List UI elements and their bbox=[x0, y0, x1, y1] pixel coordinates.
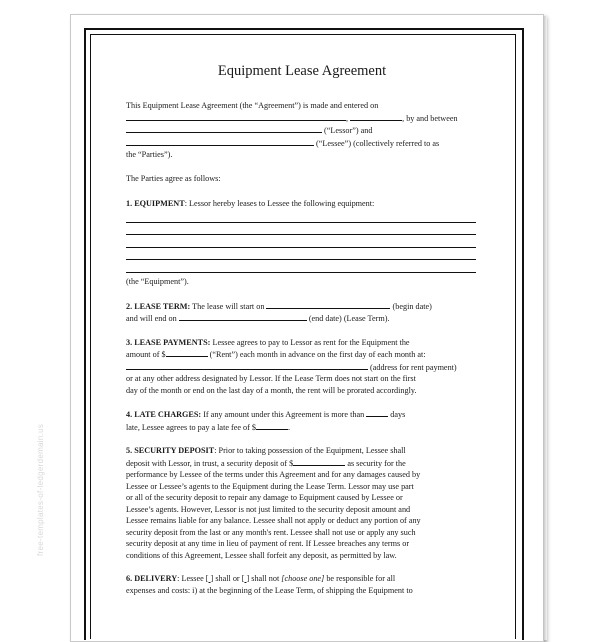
section-2-lease-term: 2. LEASE TERM: The lease will start on (begin date) bbox=[126, 301, 432, 311]
equipment-line-4[interactable] bbox=[126, 251, 476, 260]
section-1-equipment: 1. EQUIPMENT: Lessor hereby leases to Lessee the following equipment: bbox=[126, 199, 375, 208]
date-blank-1[interactable] bbox=[126, 112, 346, 121]
equipment-line-5[interactable] bbox=[126, 264, 476, 273]
section-5-line-4: Lessee or Lessee’s agents to the Equipment during the Lease Term. Lessor may use part bbox=[126, 481, 414, 491]
equipment-line-3[interactable] bbox=[126, 239, 476, 248]
date-blank-2[interactable] bbox=[350, 112, 402, 121]
equipment-line-1[interactable] bbox=[126, 214, 476, 223]
section-4-late-charges: 4. LATE CHARGES: If any amount under this Agreement is more than days bbox=[126, 410, 406, 419]
lessee-name-blank[interactable] bbox=[126, 137, 314, 146]
agree-line: The Parties agree as follows: bbox=[126, 173, 221, 183]
section-6-delivery: 6. DELIVERY: Lessee [ ] shall or [ ] shall not [choose one] be responsible for all bbox=[126, 574, 396, 583]
intro-lessor-line: (“Lessor”) and bbox=[126, 124, 478, 137]
document-body bbox=[126, 38, 478, 596]
section-3-line-5: day of the month or end on the last day of a month, the rent will be prorated accordingly. bbox=[126, 385, 417, 395]
deposit-amount-blank[interactable] bbox=[293, 457, 345, 466]
section-5-line-10: conditions of this Agreement, Lessee shall forfeit any deposit, as permitted by law. bbox=[126, 550, 397, 560]
section-3-line-3: (address for rent payment) bbox=[126, 361, 478, 374]
section-5-line-9: security deposit at any time in lieu of payment of rent. If Lessee breaches any terms or bbox=[126, 539, 410, 548]
rent-amount-blank[interactable] bbox=[166, 348, 208, 357]
section-5-line-5: or all of the security deposit to repair any damage to Equipment caused by Lessee or bbox=[126, 493, 403, 502]
rent-address-blank[interactable] bbox=[126, 361, 368, 370]
intro-line-1: This Equipment Lease Agreement (the “Agreement”) is made and entered on bbox=[126, 101, 379, 110]
section-3-lease-payments: 3. LEASE PAYMENTS: Lessee agrees to pay to Lessor as rent for the Equipment the bbox=[126, 337, 410, 347]
document-title: Equipment Lease Agreement bbox=[217, 63, 387, 79]
section-5-line-8: security deposit from the last or any month's rent. Lessee shall not use or apply any such bbox=[126, 527, 416, 537]
intro-line-2: , , by and between bbox=[126, 112, 478, 125]
section-4-line-2: late, Lessee agrees to pay a late fee of $ . bbox=[126, 422, 291, 432]
section-3-line-4: or at any other address designated by Lessor. If the Lease Term does not start on the first bbox=[126, 374, 416, 383]
late-fee-blank[interactable] bbox=[256, 421, 288, 430]
section-5-line-3: performance by Lessee of the terms under this Agreement and for any damages caused by bbox=[126, 470, 421, 479]
equipment-line-2[interactable] bbox=[126, 226, 476, 235]
section-5-line-2: deposit with Lessor, in trust, a security deposit of $ as security for the bbox=[126, 458, 406, 468]
page-edge-shadow bbox=[543, 16, 547, 640]
lessor-name-blank[interactable] bbox=[126, 124, 322, 133]
section-6-line-2: expenses and costs: i) at the beginning of the Lease Term, of shipping the Equipment to bbox=[126, 585, 413, 595]
section-5-security-deposit: 5. SECURITY DEPOSIT: Prior to taking possession of the Equipment, Lessee shall bbox=[126, 446, 406, 455]
section-2-line-2: and will end on (end date) (Lease Term). bbox=[126, 314, 390, 323]
section-5-line-6: Lessee’s agents. However, Lessor is not just limited to the security deposit amount and bbox=[126, 504, 411, 514]
section-3-line-2: amount of $ (“Rent”) each month in advance on the first day of each month at: bbox=[126, 350, 426, 359]
intro-lessee-line: (“Lessee”) (collectively referred to as bbox=[126, 137, 478, 150]
intro-parties: the “Parties”). bbox=[126, 150, 173, 159]
section-5-line-7: Lessee remains liable for any balance. Lessee shall not apply or deduct any portion of any bbox=[126, 516, 421, 525]
equipment-closing: (the “Equipment”). bbox=[126, 277, 189, 286]
begin-date-blank[interactable] bbox=[266, 300, 390, 309]
late-days-blank[interactable] bbox=[366, 408, 388, 417]
end-date-blank[interactable] bbox=[179, 312, 307, 321]
watermark-text: free-templates-of-ledgerdemain.us bbox=[36, 423, 45, 556]
